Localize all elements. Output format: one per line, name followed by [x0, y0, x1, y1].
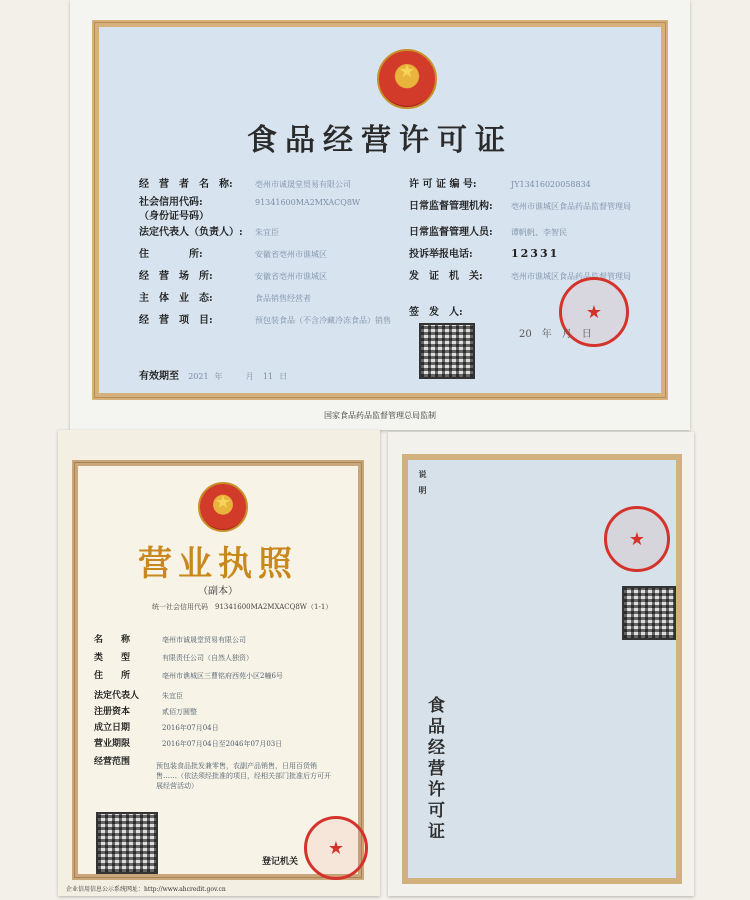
- permit-field-supervisors: 日常监督管理人员: 谭帆帆、李智民: [409, 227, 567, 238]
- permit-field-hotline: 投诉举报电话: 12331: [409, 247, 560, 260]
- national-emblem-icon: [198, 482, 248, 532]
- food-permit-rotated-sheet: [388, 432, 694, 896]
- official-seal-icon: ★: [604, 506, 670, 572]
- permit-footer: 国家食品药品监督管理总局监制: [324, 411, 436, 420]
- permit-field-supervision-agency: 日常监督管理机构: 亳州市谯城区食品药品监督管理局: [409, 201, 631, 212]
- license-subtitle: （副本）: [198, 586, 238, 597]
- registration-authority-label: 登记机关: [262, 857, 299, 867]
- permit-field-license-number: 许 可 证 编 号: JY13416020058834: [409, 179, 591, 190]
- permit-field-legal-rep: 法定代表人（负责人）: 朱宜臣: [139, 227, 279, 238]
- business-license-sheet: [58, 430, 380, 896]
- license-row-name: 名 称 亳州市诚晟堂贸易有限公司: [94, 635, 246, 645]
- official-seal-icon: ★: [559, 277, 629, 347]
- permit-field-business-items: 经 营 项 目: 预包装食品（不含冷藏冷冻食品）销售: [139, 315, 391, 326]
- permit-note-label: 说 明: [418, 470, 428, 494]
- license-row-address: 住 所 亳州市谯城区三曹铭府西苑小区2幢6号: [94, 671, 283, 681]
- license-credit-code: 统一社会信用代码 91341600MA2MXACQ8W（1-1）: [152, 603, 333, 611]
- qr-code-icon: [622, 586, 676, 640]
- permit-field-business-type: 主 体 业 态: 食品销售经营者: [139, 293, 311, 304]
- permit-field-id-number: （身份证号码）: [139, 211, 209, 222]
- license-scope-text: 预包装食品批发兼零售，农副产品销售，日用百货销售……（依法须经批准的项目，经相关部门批准后方可开展经营活动）: [156, 762, 331, 790]
- permit-field-operator: 经 营 者 名 称: 亳州市诚晟堂贸易有限公司: [139, 179, 351, 190]
- national-emblem-icon: [377, 49, 437, 109]
- license-row-term: 营业期限 2016年07月04日至2046年07月03日: [94, 739, 283, 749]
- business-license-frame: [72, 460, 364, 880]
- license-row-scope: 经营范围: [94, 757, 131, 767]
- food-permit-frame: [92, 20, 668, 400]
- permit-title: 食品经营许可证: [247, 123, 513, 158]
- permit-field-premises: 经 营 场 所: 安徽省亳州市谯城区: [139, 271, 327, 282]
- official-seal-icon: ★: [304, 816, 368, 880]
- food-permit-rotated-frame: [402, 454, 682, 884]
- permit-field-credit-code: 社会信用代码: 91341600MA2MXACQ8W: [139, 197, 361, 208]
- permit-validity: 有效期至 2021 年 月 11 日: [139, 371, 288, 382]
- license-row-capital: 注册资本 贰佰万圆整: [94, 707, 197, 717]
- qr-code-icon: [96, 812, 158, 874]
- permit-issue-date: 20 年 月 日: [519, 329, 592, 340]
- permit-field-issuer: 签 发 人:: [409, 307, 463, 318]
- permit-rotated-title: 食品经营许可证: [424, 696, 444, 843]
- license-row-legal-rep: 法定代表人 朱宜臣: [94, 691, 183, 701]
- food-permit-sheet: [70, 0, 690, 430]
- permit-field-address: 住 所: 安徽省亳州市谯城区: [139, 249, 327, 260]
- license-row-established: 成立日期 2016年07月04日: [94, 723, 219, 733]
- license-title: 营业执照: [138, 544, 298, 584]
- license-footer: 企业信用信息公示系统网址：http://www.ahcredit.gov.cn: [66, 886, 226, 893]
- license-row-type: 类 型 有限责任公司（自然人独资）: [94, 653, 253, 663]
- permit-field-issuing-authority: 发 证 机 关: 亳州市谯城区食品药品监督管理局: [409, 271, 631, 282]
- qr-code-icon: [419, 323, 475, 379]
